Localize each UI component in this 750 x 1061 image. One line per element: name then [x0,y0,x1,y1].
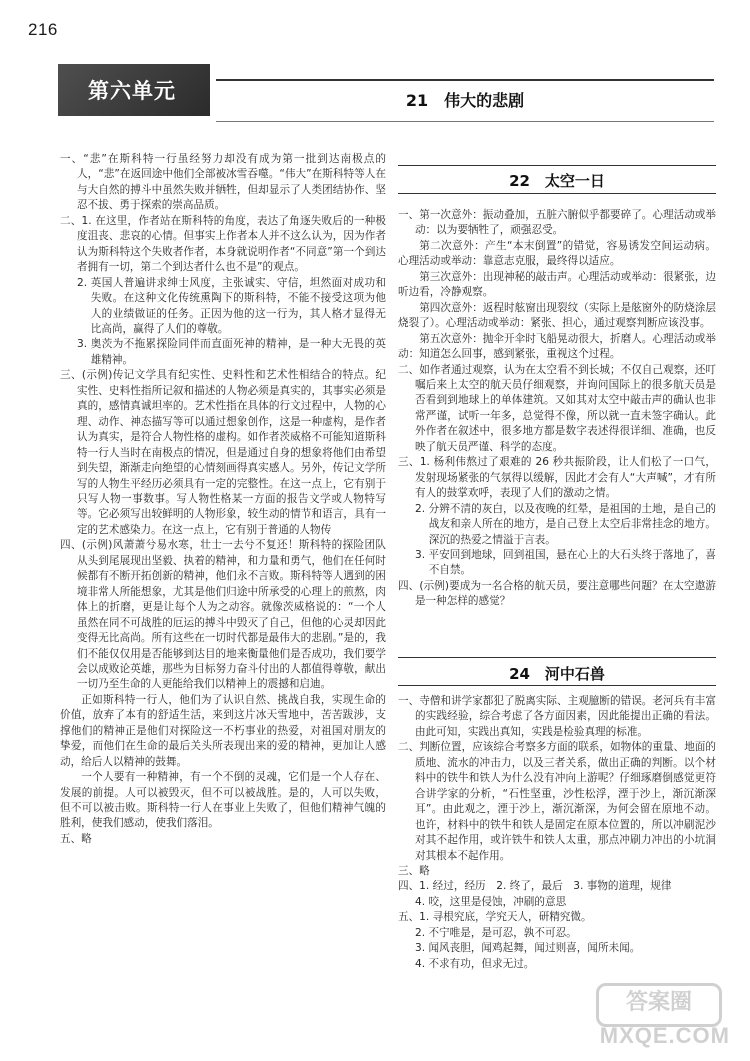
answer-paragraph: 三、1. 杨利伟熬过了艰难的 26 秒共振阶段，让人们松了一口气，发射现场紧张的气氛得以缓解，因此才会有人“大声喊”，才有所有人的鼓掌欢呼，表现了人们的激动之情。 [398,456,716,500]
answer-paragraph: 第二次意外：产生“本末倒置”的错觉，容易诱发空间运动病。心理活动或举动：靠意志克服，最终得以适应。 [398,239,716,268]
lesson-21-answers [60,152,386,847]
answer-paragraph: 第四次意外：返程时舷窗出现裂纹（实际上是舷窗外的防烧涂层烧裂了）。心理活动或举动：紧张、担心，通过观察判断应该没事。 [398,301,716,330]
answer-paragraph: 二、1. 在这里，作者站在斯科特的角度，表达了角逐失败后的一种极度沮丧、悲哀的心情。但事实上作者本人并不这么认为，因为作者认为斯科特这个失败者作者，本身就说明作者“不同意”第一个到达者拥有一切，第二个到达者什么也不是”的观点。 [60,214,386,274]
answer-paragraph: 四、1. 经过，经历 2. 终了，最后 3. 事物的道理，规律 [398,880,672,893]
answer-paragraph: 3. 闻风丧胆，闻鸡起舞，闻过则喜，闻所未闻。 [414,942,641,955]
answer-paragraph: 二、如作者通过观察，认为在太空看不到长城；不仅自己观察，还叮嘱后来上太空的航天员仔细观察，并询问国际上的很多航天员是否看到到地球上的单体建筑。又如其对太空中敲击声的确认也非常严谨，试听一年多，总觉得不像，所以就一直未签字确认。此外作者在叙述中，很多地方都是数字表述得很详细、准确，也反映了航天员严谨、科学的态度。 [398,363,716,453]
watermark-url: MXQE.COM [599,1023,730,1048]
answer-paragraph: 2. 英国人普遍讲求绅士风度，主张诚实、守信，坦然面对成功和失败。在这种文化传统熏陶下的斯科特，不能不接受这项为他人的业绩做证的任务。正因为他的这一行为，其人格才显得无比高尚，赢得了人们的尊敬。 [76,276,386,335]
answer-paragraph: 3. 奥茨为不拖累探险同伴而直面死神的精神，是一种大无畏的英雄精神。 [76,338,386,366]
lesson-24-answers [398,694,716,972]
answer-paragraph: 第五次意外：抛伞开伞时飞船晃动很大，折磨人。心理活动或举动：知道怎么回事，感到紧张，重视这个过程。 [398,332,716,361]
answer-paragraph: 3. 平安回到地球，回到祖国，悬在心上的大石头终于落地了，喜不自禁。 [414,548,716,577]
header-rule-bottom [216,121,714,122]
answer-paragraph: 五、1. 寻根究底，学究天人，研精究微。 [398,911,592,924]
lesson-24-title: 24 河中石兽 [509,665,605,683]
lesson-22-title: 22 太空一日 [509,172,605,190]
section-24-rule-bottom [398,685,716,686]
page-number: 216 [28,20,58,39]
answer-paragraph: 正如斯科特一行人，他们为了认识自然、挑战自我，实现生命的价值，放弃了本有的舒适生活，来到这片冰天雪地中，苦苦跋涉，支撑他们的精神正是他们对探险这一不朽事业的热爱，对祖国对朋友的挚爱，而他们在生命的最后关头所表现出来的爱的精神，更加让人感动，给后人以精神的鼓舞。 [60,693,386,768]
watermark-logo: 答案圈 [596,983,722,1027]
answer-paragraph: 三、(示例)传记文学具有纪实性、史料性和艺术性相结合的特点。纪实性、史料性指所记叙和描述的人物必须是真实的，其事实必须是真的，感情真诚坦率的。艺术性指在具体的行文过程中，人物的心理、动作、神态描写等可以通过想象创作，这是一种虚构，是作者认为真实，是符合人物性格的虚构。如作者茨威格不可能知道斯科特一行人当时在南极点的情况，但是通过自身的想象将他们由希望到失望，渐渐走向绝望的心情刻画得真实感人。另外，传记文学所写的人物生平经历必须具有一定的完整性。在这一点上，它有别于只写人物一事数事。写人物性格某一方面的报告文学或人物特写等。它必须写出较鲜明的人物形象，较生动的情节和语言，具有一定的艺术感染力。在这一点上，它有别于普通的人物传 [60,369,386,536]
answer-paragraph: 一、第一次意外：振动叠加，五脏六腑似乎都要碎了。心理活动或举动：以为要牺牲了，顽强忍受。 [398,209,716,237]
header-rule [216,79,714,81]
answer-paragraph: 四、(示例)风萧萧兮易水寒，壮士一去兮不复还！斯科特的探险团队从头到尾展现出坚毅、执着的精神，和力量和勇气，他们在任何时候都有不断开拓创新的精神，他们永不言败。斯科特等人遇到的困境非常人所能想象，尤其是他们归途中所承受的心理上的煎熬，肉体上的折磨，更是让每个人为之动容。就像茨威格说的：“一个人虽然在同不可战胜的厄运的搏斗中毁灭了自己，但他的心灵却因此变得无比高尚。所有这些在一切时代都是最伟大的悲剧。”是的，我们不能仅仅用是否能够到达目的地来衡量他们是否成功，我们要学会以成败论英雄，那些为目标努力奋斗付出的人都值得尊敬，献出一切乃至生命的人更能给我们以精神上的震撼和启迪。 [60,539,386,691]
watermark [586,983,736,1053]
section-24-rule-top [398,657,716,658]
section-22-rule-top [398,165,716,166]
lesson-21-title: 21 伟大的悲剧 [405,91,525,110]
answer-paragraph: 4. 咬，这里是侵蚀，冲刷的意思 [414,895,567,908]
answer-paragraph: 五、略 [60,832,92,845]
section-22-rule-bottom [398,193,716,194]
answer-paragraph: 一个人要有一种精神，有一个不倒的灵魂，它们是一个人存在、发展的前提。人可以被毁灭，但不可以被战胜。是的，人可以失败，但不可以被击败。斯科特一行人在事业上失败了，但他们精神气魄的胜利，使我们感动，使我们落泪。 [60,771,386,830]
unit-badge: 第六单元 [58,64,210,116]
lesson-22-answers [398,208,716,610]
answer-paragraph: 2. 不宁唯是，是可忍，孰不可忍。 [414,926,577,939]
answer-paragraph: 第三次意外：出现神秘的敲击声。心理活动或举动：很紧张，边听边看，冷静观察。 [398,270,716,299]
answer-paragraph: 4. 不求有功，但求无过。 [414,957,535,970]
answer-paragraph: 四、(示例)要成为一名合格的航天员，要注意哪些问题？在太空遨游是一种怎样的感觉？ [398,579,716,608]
answer-paragraph: 一、“悲”在斯科特一行虽经努力却没有成为第一批到达南极点的人，“悲”在返回途中他们全部被冰雪吞噬。“伟大”在斯科特等人在与大自然的搏斗中虽然失败并牺牲，但却显示了人类团结协作、坚忍不拔、勇于探索的崇高品质。 [60,153,386,212]
answer-paragraph: 二、判断位置，应该综合考察多方面的联系，如物体的重量、地面的质地、流水的冲击力，以及三者关系，做出正确的判断。以个材料中的铁牛和铁人为什么没有冲向上游呢？仔细琢磨倒感觉更符合讲学家的分析，“石性坚重，沙性松浮，湮于沙上，渐沉渐深耳”。由此观之，湮于沙上，渐沉渐深，为何会留在原地不动。也许，材料中的铁牛和铁人是固定在原本位置的，所以冲刷泥沙对其不起作用，或许铁牛和铁人太重，那点冲刷力冲出的小坑洞对其根本不起作用。 [398,741,716,862]
answer-paragraph: 一、寺僧和讲学家都犯了脱离实际、主观臆断的错误。老河兵有丰富的实践经验，综合考虑了各方面因素，因此能提出正确的看法。由此可知，实践出真知，实践是检验真理的标准。 [398,695,716,738]
answer-paragraph: 三、略 [398,864,430,877]
answer-paragraph: 2. 分辨不清的灰白，以及夜晚的红晕，是祖国的土地，是自己的战友和亲人所在的地方，是自己登上太空后非常挂念的地方。深沉的热爱之情溢于言表。 [414,502,716,546]
